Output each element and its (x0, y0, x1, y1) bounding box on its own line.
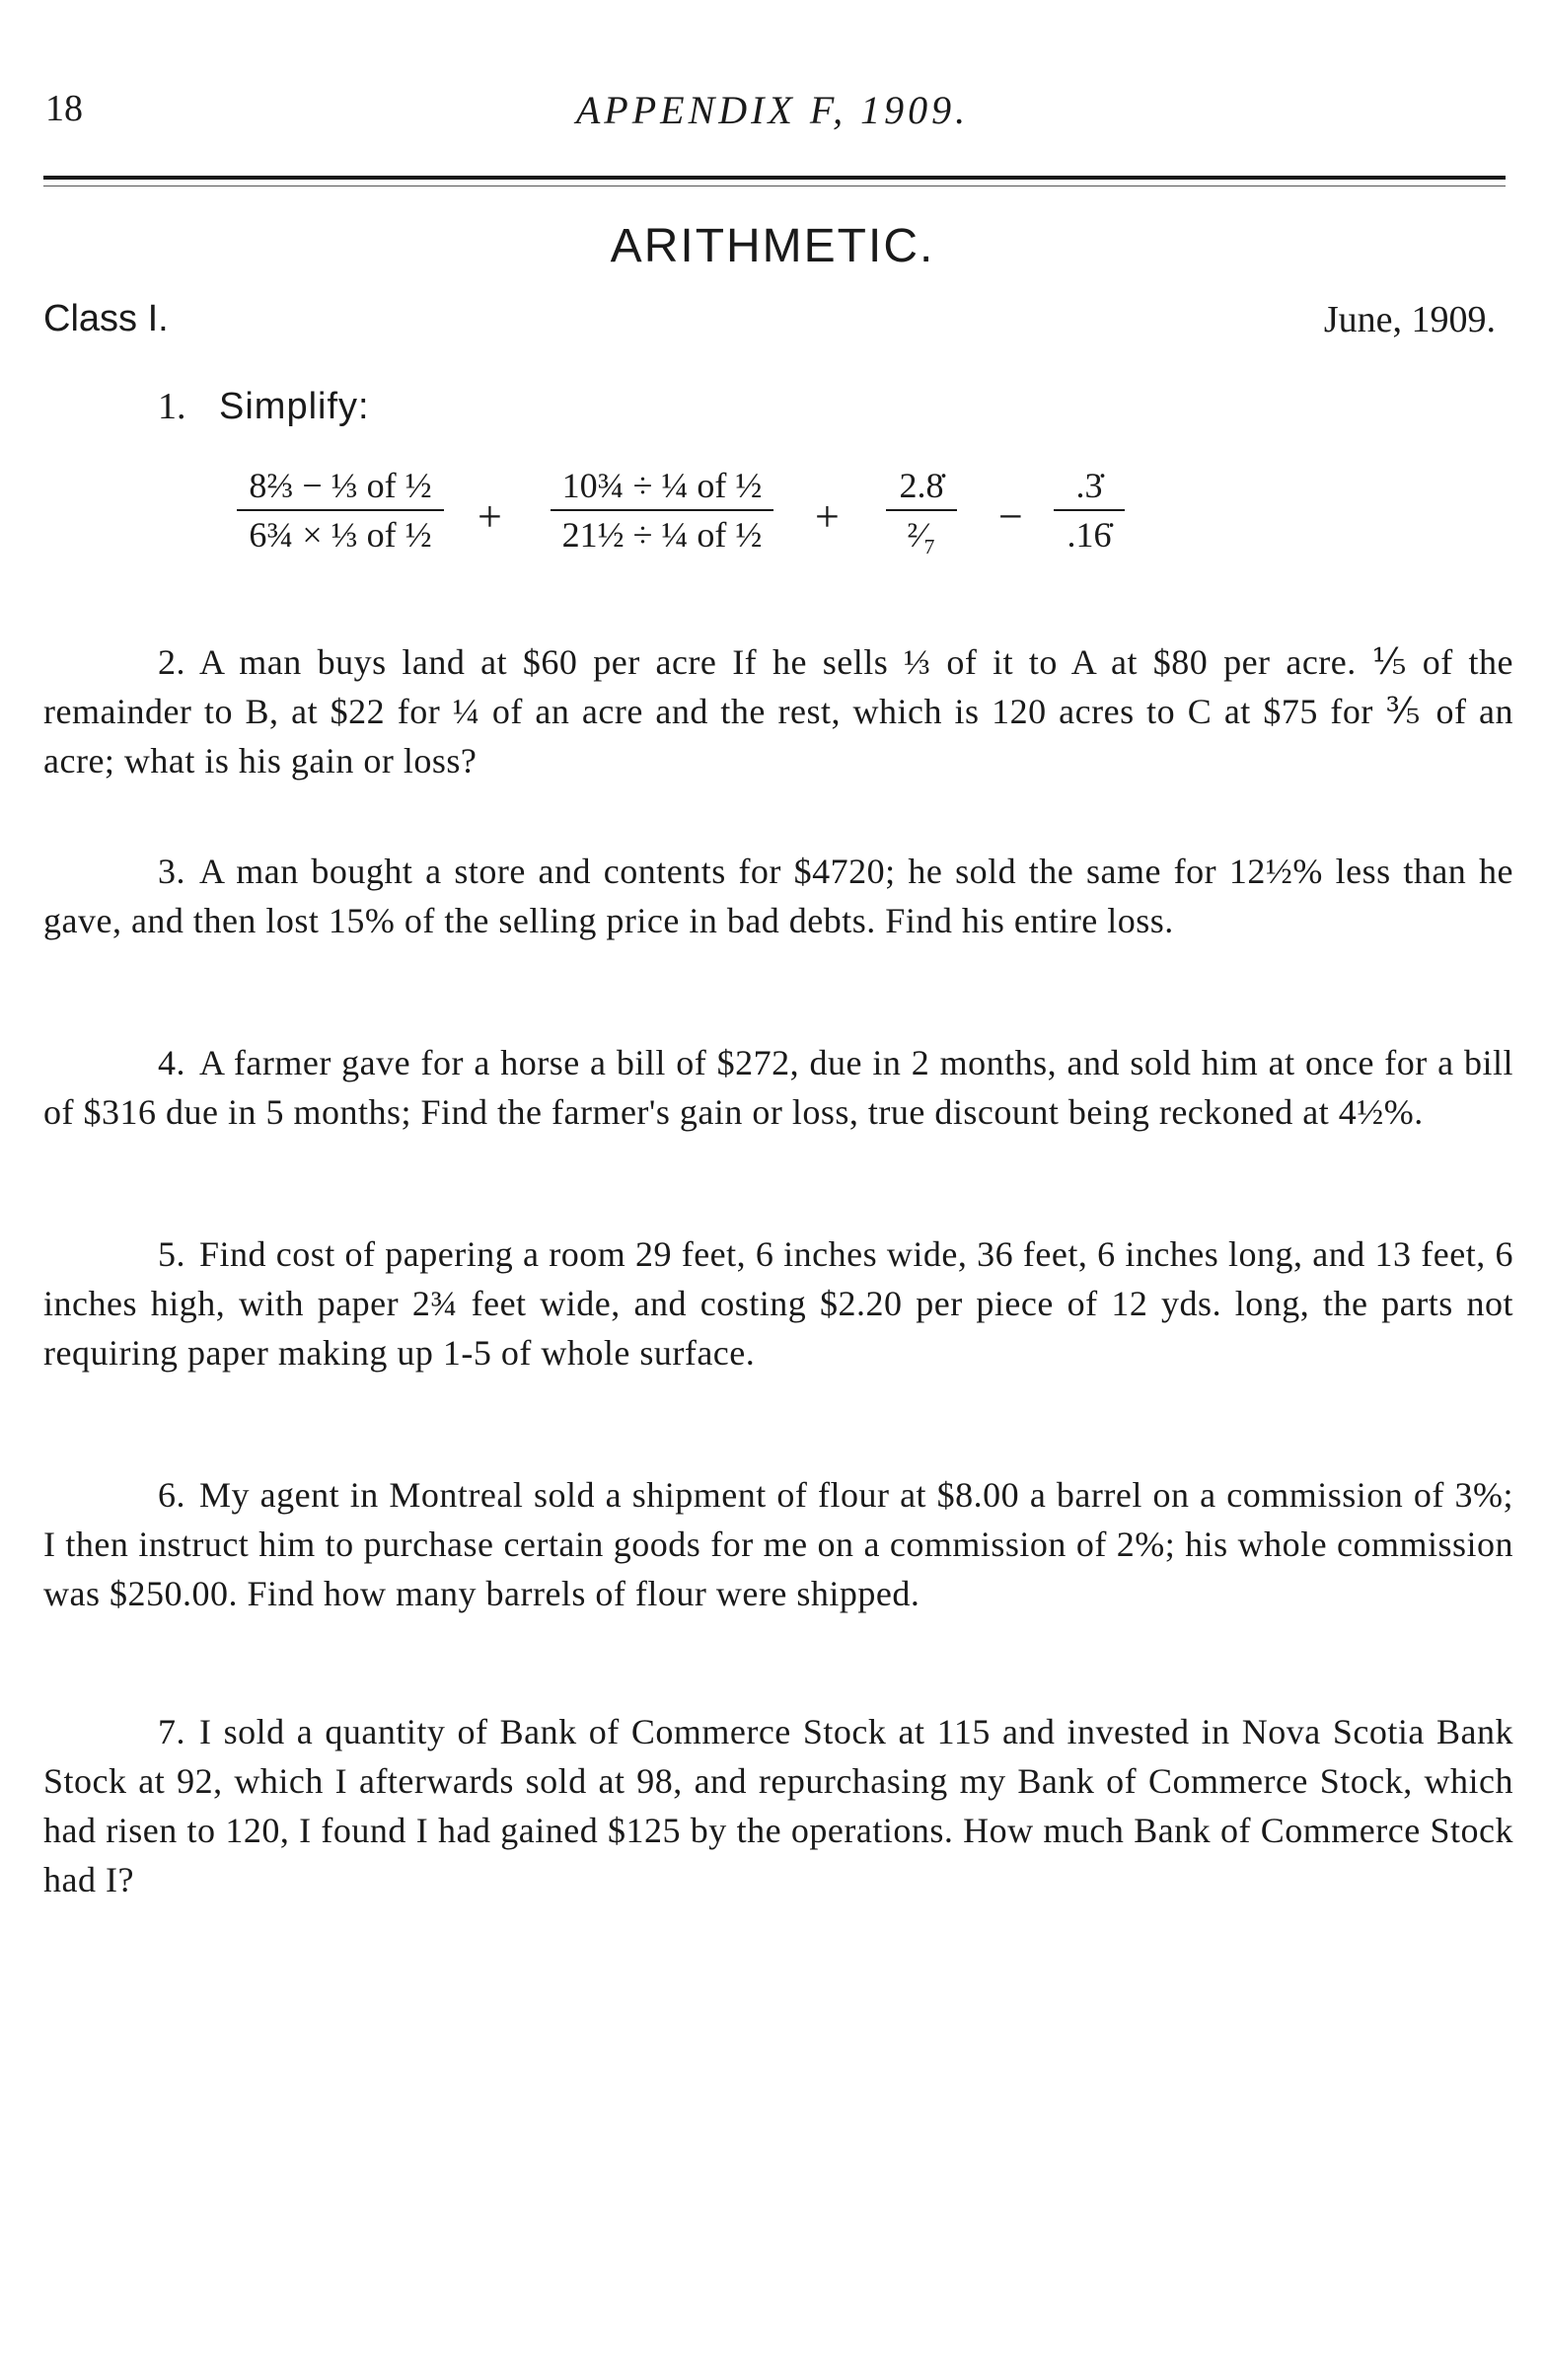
running-title: APPENDIX F, 1909. (575, 88, 970, 132)
fraction-3 (886, 464, 957, 557)
problem-6 (43, 1470, 1513, 1618)
problem-4 (43, 1038, 1513, 1137)
problem-number: 5. (158, 1234, 185, 1274)
problem-number: 2. (158, 642, 185, 682)
fraction-bar (551, 509, 773, 511)
fraction-denominator: 6¾ × ⅓ of ½ (249, 515, 432, 555)
fraction-numerator: 10¾ ÷ ¼ of ½ (561, 466, 763, 505)
plus-operator: + (815, 492, 840, 541)
simplify-expression (237, 464, 1144, 572)
fraction-denominator: 21½ ÷ ¼ of ½ (561, 515, 763, 555)
plus-operator: + (478, 492, 502, 541)
problem-7 (43, 1707, 1513, 1904)
problem-text: Find cost of papering a room 29 feet, 6 inches wide, 36 feet, 6 inches long, and 13 feet, 6 inches high, with paper 2¾ feet wide, and costing $2.20 per piece of 12 yds. long, the parts not requiring paper making up 1-5 of whole surface. (43, 1234, 1513, 1373)
question-prompt: Simplify: (219, 386, 370, 427)
problem-2 (43, 637, 1513, 785)
minus-operator: − (998, 492, 1023, 541)
fraction-denominator: ²⁄₇ (907, 515, 936, 555)
exam-date: June, 1909. (1323, 299, 1496, 340)
problem-number: 4. (158, 1043, 185, 1082)
problem-text: A man bought a store and contents for $4720; he sold the same for 12½% less than he gave, and then lost 15% of the selling price in bad debts. Find his entire loss. (43, 852, 1513, 940)
fraction-1 (237, 464, 444, 557)
fraction-denominator: .16̇ (1067, 515, 1112, 555)
problem-number: 6. (158, 1475, 185, 1515)
page-number: 18 (45, 88, 83, 129)
fraction-numerator: 8⅔ − ⅓ of ½ (249, 466, 432, 505)
fraction-4 (1054, 464, 1125, 557)
problem-5 (43, 1229, 1513, 1377)
section-title: ARITHMETIC. (610, 220, 935, 272)
problem-text: A farmer gave for a horse a bill of $272, due in 2 months, and sold him at once for a bill of $316 due in 5 months; Find the farmer's gain or loss, true discount being reckoned at 4½%. (43, 1043, 1513, 1132)
fraction-bar (237, 509, 444, 511)
question-number: 1. (158, 386, 186, 427)
fraction-bar (1054, 509, 1125, 511)
problem-text: A man buys land at $60 per acre If he sells ⅓ of it to A at $80 per acre. ⅕ of the remainder to B, at $22 for ¼ of an acre and the rest, which is 120 acres to C at $75 for ⅗ of an acre; what is his gain or loss? (43, 642, 1513, 781)
fraction-numerator: 2.8̇ (899, 466, 944, 505)
class-label: Class I. (43, 298, 169, 339)
problem-number: 3. (158, 852, 185, 891)
problem-text: My agent in Montreal sold a shipment of flour at $8.00 a barrel on a commission of 3%; I then instruct him to purchase certain goods for me on a commission of 2%; his whole commission was $250.00. Find how many barrels of flour were shipped. (43, 1475, 1513, 1613)
fraction-bar (886, 509, 957, 511)
problem-3 (43, 847, 1513, 945)
header-rule (43, 176, 1506, 180)
problem-text: I sold a quantity of Bank of Commerce Stock at 115 and invested in Nova Scotia Bank Stock at 92, which I afterwards sold at 98, and repurchasing my Bank of Commerce Stock, which had risen to 120, I found I had gained $125 by the operations. How much Bank of Commerce Stock had I? (43, 1712, 1513, 1899)
fraction-numerator: .3̇ (1075, 466, 1103, 505)
fraction-2 (551, 464, 773, 557)
question-1-heading (158, 385, 370, 428)
problem-number: 7. (158, 1712, 185, 1751)
